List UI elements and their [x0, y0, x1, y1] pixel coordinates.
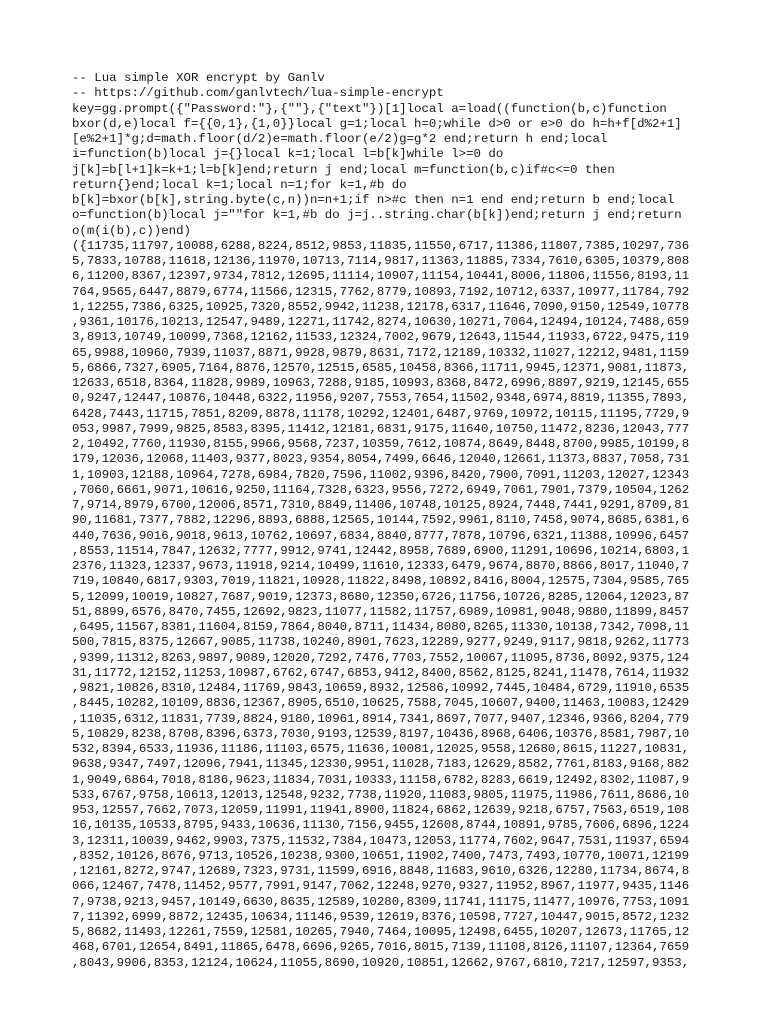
- code-line: b[k]=bxor(b[k],string.byte(c,n))n=n+1;if n>#c then n=1 end end;return b end;local: [72, 193, 675, 207]
- code-line: 7,9714,8979,6700,12006,8571,7310,8849,11406,10748,10125,8924,7448,7441,9291,8709,81: [72, 498, 690, 512]
- code-line: 440,7636,9016,9018,9613,10762,10697,6834,8840,8777,7878,10796,6321,11388,10996,6457: [72, 528, 690, 543]
- code-line: ,8445,10282,10109,8836,12367,8905,6510,10625,7588,7045,10607,9400,11463,10083,12429: [72, 696, 690, 711]
- code-line: 2,10492,7760,11930,8155,9966,9568,7237,10359,7612,10874,8649,8448,8700,9985,10199,8: [72, 437, 690, 451]
- code-line: 2376,11323,12337,9673,11918,9214,10499,11610,12333,6479,9674,8870,8866,8017,11040,7: [72, 559, 690, 573]
- code-line: [e%2+1]*g;d=math.floor(d/2)e=math.floor(e/2)g=g*2 end;return h end;local: [72, 132, 608, 146]
- code-line: 468,6701,12654,8491,11865,6478,6696,9265,7016,8015,7139,11108,8126,11107,12364,7659: [72, 940, 690, 955]
- code-line: 5,10829,8238,8708,8396,6373,7030,9193,12539,8197,10436,8968,6406,10376,8581,7987,10: [72, 726, 690, 741]
- code-line: 0,9247,12447,10876,10448,6322,11956,9207,7553,7654,11502,9348,6974,8819,11355,7893,: [72, 391, 690, 406]
- code-line: 066,12467,7478,11452,9577,7991,9147,7062,12248,9270,9327,11952,8967,11977,9435,1146: [72, 879, 690, 894]
- code-line: 953,12557,7662,7073,12059,11991,11941,8900,11824,6862,12639,9218,6757,7563,6519,108: [72, 803, 690, 817]
- code-line: ,9361,10176,10213,12547,9489,12271,11742,8274,10630,10271,7064,12494,10124,7488,659: [72, 315, 690, 329]
- code-line: 7,9738,9213,9457,10149,6630,8635,12589,10280,8309,11741,11175,11477,10976,7753,1091: [72, 894, 690, 909]
- code-line: 5,12099,10019,10827,7687,9019,12373,8680,12350,6726,11756,10726,8285,12064,12023,87: [72, 589, 690, 604]
- code-line: ,8553,11514,7847,12632,7777,9912,9741,12442,8958,7689,6900,11291,10696,10214,6803,1: [72, 543, 690, 558]
- code-line: 7,11392,6999,8872,12435,10634,11146,9539,12619,8376,10598,7727,10447,9015,8572,1232: [72, 909, 690, 924]
- code-line: 3,12311,10039,9462,9903,7375,11532,7384,10473,12053,11774,7602,9647,7531,11937,6594: [72, 833, 690, 848]
- code-line: bxor(d,e)local f={{0,1},{1,0}}local g=1;local h=0;while d>0 or e>0 do h=h+f[d%2+1]: [72, 116, 682, 131]
- code-line: ,12161,8272,9747,12689,7323,9731,11599,6916,8848,11683,9610,6326,12280,11734,8674,8: [72, 864, 690, 878]
- code-line: 5,7833,10788,11618,12136,11970,10713,7114,9817,11363,11885,7334,7610,6305,10379,808: [72, 254, 690, 268]
- code-line: 9638,9347,7497,12096,7941,11345,12330,9951,11028,7183,12629,8582,7761,8183,9168,882: [72, 757, 690, 772]
- code-line: 16,10135,10533,8795,9433,10636,11130,7156,9455,12608,8744,10891,9785,7606,6896,1224: [72, 818, 690, 833]
- code-line: ,11035,6312,11831,7739,8824,9180,10961,8914,7341,8697,7077,9407,12346,9366,8204,779: [72, 711, 690, 726]
- code-line: 5,6866,7327,6905,7164,8876,12570,12515,6585,10458,8366,11711,9945,12371,9081,11873,: [72, 360, 690, 375]
- lua-source-text: [72, 71, 696, 971]
- code-line: ,6495,11567,8381,11604,8159,7864,8040,8711,11434,8080,8265,11330,10138,7342,7098,11: [72, 620, 690, 634]
- code-line: -- https://github.com/ganlvtech/lua-simple-encrypt: [72, 86, 444, 101]
- code-line: 719,10840,6817,9303,7019,11821,10928,11822,8498,10892,8416,8004,12575,7304,9585,765: [72, 574, 690, 589]
- code-line: 532,8394,6533,11936,11186,11103,6575,11636,10081,12025,9558,12680,8615,11227,10831,: [72, 742, 690, 756]
- code-line: 1,9049,6864,7018,8186,9623,11834,7031,10333,11158,6782,8283,6619,12492,8302,11087,9: [72, 772, 690, 787]
- code-line: o(m(i(b),c))end): [72, 223, 191, 238]
- code-line: i=function(b)local j={}local k=1;local l=b[k]while l>=0 do: [72, 147, 504, 162]
- code-line: ,8352,10126,8676,9713,10526,10238,9300,10651,11902,7400,7473,7493,10770,10071,12199: [72, 848, 690, 863]
- code-line: 1,10903,12188,10964,7278,6984,7820,7596,11002,9396,8420,7900,7091,11203,12027,12343: [72, 467, 690, 482]
- code-line: 12633,6518,8364,11828,9989,10963,7288,9185,10993,8368,8472,6996,8897,9219,12145,655: [72, 376, 690, 390]
- code-line: ,7060,6661,9071,10616,9250,11164,7328,6323,9556,7272,6949,7061,7901,7379,10504,1262: [72, 482, 690, 497]
- code-line: j[k]=b[l+1]k=k+1;l=b[k]end;return j end;local m=function(b,c)if#c<=0 then: [72, 162, 615, 177]
- code-line: -- Lua simple XOR encrypt by Ganlv: [72, 71, 325, 85]
- code-line: 1,12255,7386,6325,10925,7320,8552,9942,11238,12178,6317,11646,7090,9150,12549,10778: [72, 299, 690, 314]
- code-line: ({11735,11797,10088,6288,8224,8512,9853,11835,11550,6717,11386,11807,7385,10297,736: [72, 238, 690, 253]
- code-line: return{}end;local k=1;local n=1;for k=1,#b do: [72, 177, 407, 192]
- code-line: 053,9987,7999,9825,8583,8395,11412,12181,6831,9175,11640,10750,11472,8236,12043,777: [72, 421, 690, 436]
- code-line: 6428,7443,11715,7851,8209,8878,11178,10292,12401,6487,9769,10972,10115,11195,7729,9: [72, 406, 690, 421]
- code-line: 179,12036,12068,11403,9377,8023,9354,8054,7499,6646,12040,12661,11373,8837,7058,731: [72, 452, 690, 467]
- code-line: 3,8913,10749,10099,7368,12162,11533,12324,7002,9679,12643,11544,11933,6722,9475,119: [72, 330, 690, 345]
- code-line: ,9821,10826,8310,12484,11769,9843,10659,8932,12586,10992,7445,10484,6729,11910,6535: [72, 681, 690, 695]
- code-line: 90,11681,7377,7882,12296,8893,6888,12565,10144,7592,9961,8110,7458,9074,8685,6381,6: [72, 513, 690, 528]
- code-line: 533,6767,9758,10613,12013,12548,9232,7738,11920,11083,9805,11975,11986,7611,8686,10: [72, 787, 690, 802]
- code-line: 764,9565,6447,8879,6774,11566,12315,7762,8779,10893,7192,10712,6337,10977,11784,792: [72, 284, 690, 299]
- code-line: 5,8682,11493,12261,7559,12581,10265,7940,7464,10095,12498,6455,10207,12673,11765,12: [72, 925, 690, 939]
- code-line: 51,8899,6576,8470,7455,12692,9823,11077,11582,11757,6989,10981,9048,9880,11899,8457: [72, 604, 690, 619]
- code-line: key=gg.prompt({"Password:"},{""},{"text"})[1]local a=load((function(b,c)function: [72, 101, 667, 116]
- code-line: 65,9988,10960,7939,11037,8871,9928,9879,8631,7172,12189,10332,11027,12212,9481,1159: [72, 345, 690, 360]
- code-line: ,9399,11312,8263,9897,9089,12020,7292,7476,7703,7552,10067,11095,8736,8092,9375,124: [72, 650, 690, 665]
- code-line: 31,11772,12152,11253,10987,6762,6747,6853,9412,8400,8562,8125,8241,11478,7614,11932: [72, 665, 690, 680]
- code-line: 500,7815,8375,12667,9085,11738,10240,8901,7623,12289,9277,9249,9117,9818,9262,11773: [72, 635, 690, 650]
- code-line: ,8043,9906,8353,12124,10624,11055,8690,10920,10851,12662,9767,6810,7217,12597,9353,: [72, 955, 690, 970]
- code-line: o=function(b)local j=""for k=1,#b do j=j..string.char(b[k])end;return j end;return: [72, 208, 682, 223]
- code-line: 6,11200,8367,12397,9734,7812,12695,11114,10907,11154,10441,8006,11806,11556,8193,11: [72, 269, 690, 284]
